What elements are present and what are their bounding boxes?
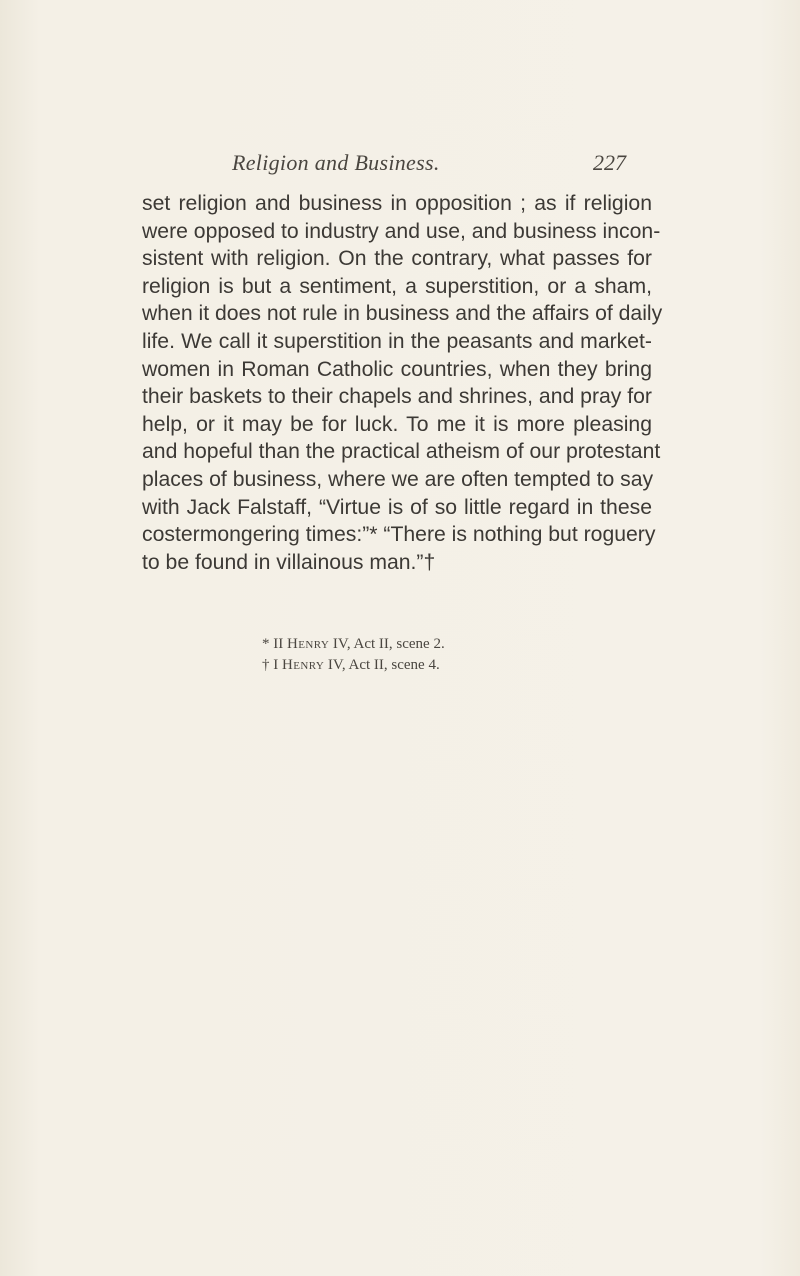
footnote-part: I (273, 657, 279, 673)
text-line: religion is but a sentiment, a superstition, or a sham, (142, 274, 652, 298)
text-line: life. We call it superstition in the peasants and market- (142, 329, 652, 353)
footnote-marker: * (262, 636, 270, 652)
text-line: when it does not rule in business and the affairs of daily (142, 302, 663, 326)
footnote-reference: IV, Act II, scene 2. (332, 636, 445, 652)
footnote-marker: † (262, 657, 270, 673)
footnotes (262, 634, 562, 676)
text-line: places of business, where we are often tempted to say (142, 467, 654, 491)
page-number: 227 (593, 150, 626, 175)
footnote-1 (262, 634, 562, 655)
footnote-play: Henry (282, 657, 325, 673)
body-paragraph (142, 190, 663, 576)
text-line: women in Roman Catholic countries, when they bring (142, 357, 652, 381)
footnote-part: II (273, 636, 284, 652)
text-line: their baskets to their chapels and shrines, and pray for (142, 385, 652, 409)
text-line: costermongering times:”* “There is nothing but roguery (142, 523, 656, 547)
text-line: were opposed to industry and use, and business incon- (142, 219, 661, 243)
text-line: to be found in villainous man.”† (142, 550, 436, 574)
text-line: help, or it may be for luck. To me it is more pleasing (142, 412, 652, 436)
text-line: with Jack Falstaff, “Virtue is of so little regard in these (142, 495, 652, 519)
footnote-play: Henry (287, 636, 330, 652)
running-title: Religion and Business. (232, 150, 440, 175)
text-line: set religion and business in opposition ; as if religion (142, 192, 652, 215)
text-line: and hopeful than the practical atheism of our protestant (142, 440, 661, 464)
footnote-reference: IV, Act II, scene 4. (327, 657, 440, 673)
running-head (232, 150, 626, 180)
text-line: sistent with religion. On the contrary, what passes for (142, 247, 652, 271)
footnote-2 (262, 655, 562, 676)
